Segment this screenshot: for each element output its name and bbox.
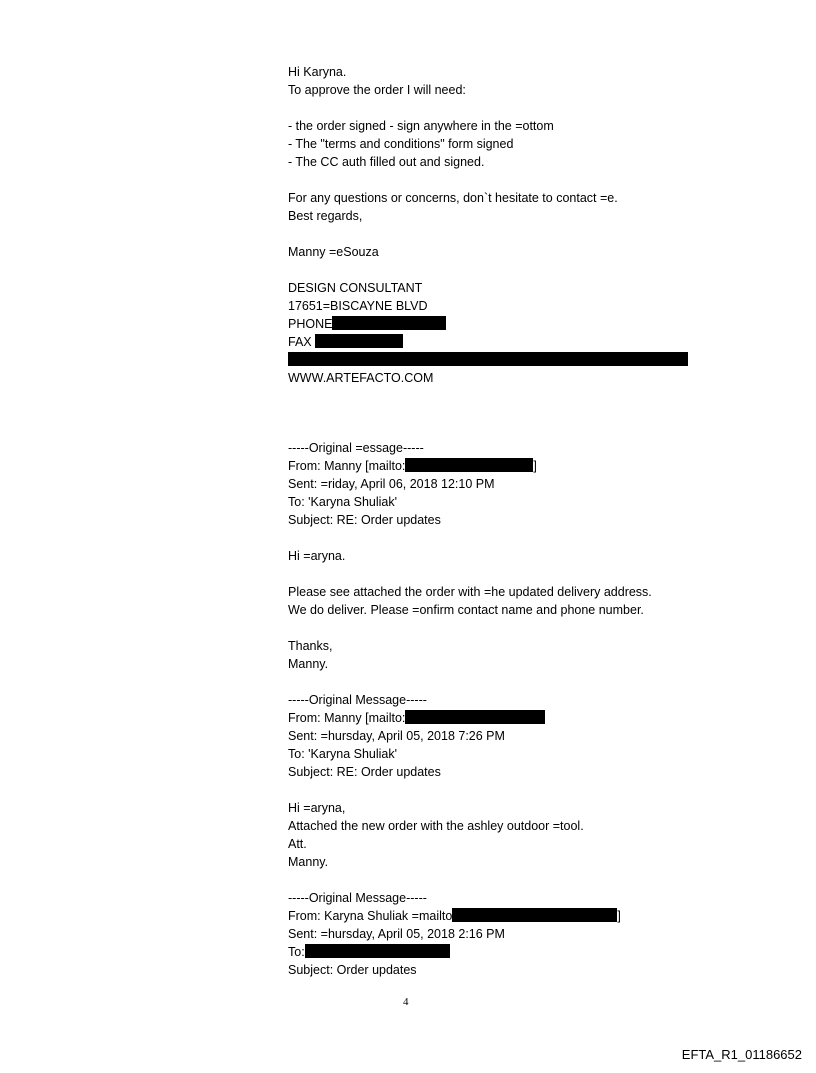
message-name: Manny.: [288, 855, 329, 869]
signature-fax: [288, 333, 708, 351]
questions-line: For any questions or concerns, don`t hesitate to contact =e.: [288, 191, 618, 205]
redaction-block: [405, 458, 533, 472]
redaction-block: [315, 334, 403, 348]
page-number: 4: [403, 996, 409, 1008]
message-sent: Sent: =hursday, April 05, 2018 7:26 PM: [288, 729, 505, 743]
fax-label: FAX: [288, 335, 312, 349]
message-subject: Subject: RE: Order updates: [288, 765, 441, 779]
message-greeting: Hi =aryna.: [288, 549, 346, 563]
message-sent: Sent: =riday, April 06, 2018 12:10 PM: [288, 477, 495, 491]
signature-phone: [288, 315, 708, 333]
from-text: From: Karyna Shuliak =mailto: [288, 909, 453, 923]
message-header: -----Original Message-----: [288, 891, 427, 905]
message-to: To: 'Karyna Shuliak': [288, 747, 397, 761]
message-from: [288, 457, 708, 475]
message-to: [288, 943, 708, 961]
from-text: From: Manny [mailto:: [288, 711, 406, 725]
intro-line: To approve the order I will need:: [288, 83, 466, 97]
to-text: To:: [288, 945, 305, 959]
message-sent: Sent: =hursday, April 05, 2018 2:16 PM: [288, 927, 505, 941]
message-att: Att.: [288, 837, 307, 851]
message-header: -----Original Message-----: [288, 693, 427, 707]
redaction-block: [332, 316, 446, 330]
signature-redacted-line: [288, 351, 708, 369]
message-greeting: Hi =aryna,: [288, 801, 346, 815]
redaction-block: [305, 944, 450, 958]
redaction-block: [288, 352, 688, 366]
list-item: - The CC auth filled out and signed.: [288, 155, 485, 169]
message-body: We do deliver. Please =onfirm contact name and phone number.: [288, 603, 644, 617]
message-subject: Subject: Order updates: [288, 963, 417, 977]
closing-line: Best regards,: [288, 209, 363, 223]
from-end: ]: [617, 909, 621, 923]
message-subject: Subject: RE: Order updates: [288, 513, 441, 527]
message-from: [288, 709, 708, 727]
message-body: Please see attached the order with =he updated delivery address.: [288, 585, 652, 599]
from-text: From: Manny [mailto:: [288, 459, 406, 473]
redaction-block: [405, 710, 545, 724]
message-thanks: Thanks,: [288, 639, 333, 653]
message-header: -----Original =essage-----: [288, 441, 424, 455]
message-name: Manny.: [288, 657, 329, 671]
signature-website: WWW.ARTEFACTO.COM: [288, 371, 434, 385]
message-body: Attached the new order with the ashley outdoor =tool.: [288, 819, 584, 833]
phone-label: PHONE: [288, 317, 333, 331]
list-item: - The "terms and conditions" form signed: [288, 137, 514, 151]
redaction-block: [452, 908, 617, 922]
from-end: ]: [533, 459, 537, 473]
signature-title: DESIGN CONSULTANT: [288, 281, 423, 295]
document-id: EFTA_R1_01186652: [681, 1047, 802, 1062]
list-item: - the order signed - sign anywhere in the =ottom: [288, 119, 554, 133]
greeting: Hi Karyna.: [288, 65, 347, 79]
email-document: [288, 63, 708, 979]
signature-name: Manny =eSouza: [288, 245, 379, 259]
signature-address: 17651=BISCAYNE BLVD: [288, 299, 428, 313]
message-to: To: 'Karyna Shuliak': [288, 495, 397, 509]
message-from: [288, 907, 708, 925]
